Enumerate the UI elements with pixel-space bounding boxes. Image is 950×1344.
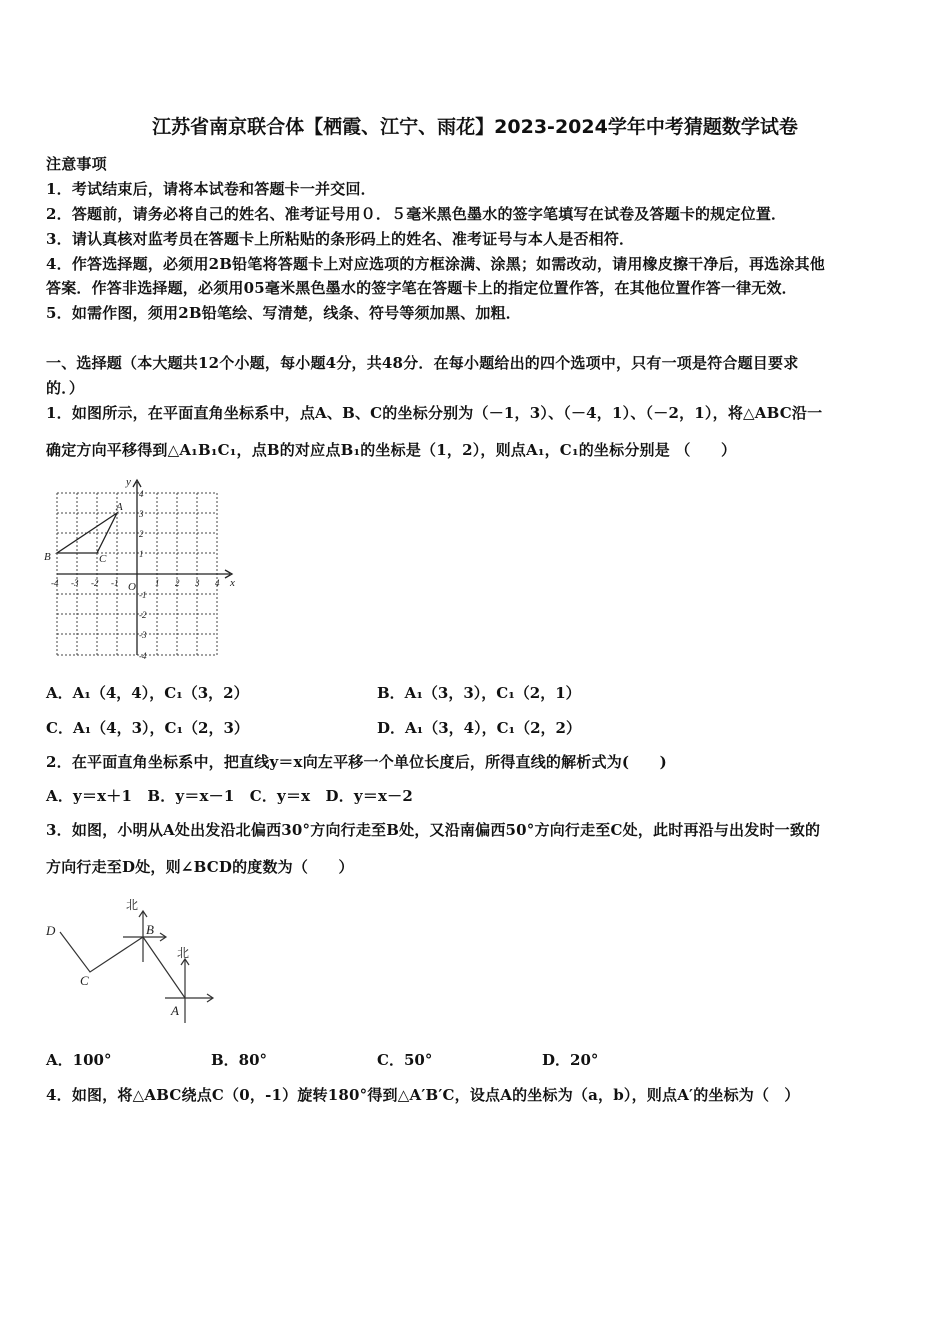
y-tick: 1 <box>139 549 144 559</box>
notice-item: 2．答题前，请务必将自己的姓名、准考证号用０．５毫米黑色墨水的签字笔填写在试卷及答题卡的规定位置． <box>46 205 787 223</box>
y-tick: 3 <box>139 509 144 519</box>
y-axis-label: y <box>126 476 131 488</box>
notice-item: 5．如需作图，须用2B铅笔绘、写清楚，线条、符号等须加黑、加粗． <box>46 304 521 322</box>
q3-text-cont: 方向行走至D处，则∠BCD的度数为（ ） <box>46 858 354 876</box>
y-tick: -1 <box>139 590 147 600</box>
x-tick: 2 <box>175 578 180 588</box>
point-a-label: A <box>171 1003 179 1018</box>
y-tick: -3 <box>139 630 147 640</box>
x-tick: -4 <box>51 578 59 588</box>
q2-text: 2．在平面直角坐标系中，把直线y＝x向左平移一个单位长度后，所得直线的解析式为( ) <box>46 753 667 771</box>
notice-heading: 注意事项 <box>46 155 107 173</box>
y-tick: 2 <box>139 529 144 539</box>
x-tick: 1 <box>155 578 160 588</box>
point-c-label: C <box>99 553 107 565</box>
point-c-label: C <box>80 973 89 988</box>
notice-item: 3．请认真核对监考员在答题卡上所粘贴的条形码上的姓名、准考证号与本人是否相符． <box>46 230 635 248</box>
q1-option-c[interactable]: C．A₁（4，3），C₁（2，3） <box>46 719 249 737</box>
q3-direction-figure <box>40 890 230 1030</box>
point-b-label: B <box>44 551 51 563</box>
x-tick: -2 <box>91 578 99 588</box>
x-tick: -1 <box>111 578 119 588</box>
y-tick: -4 <box>139 651 147 661</box>
q3-option-d[interactable]: D．20° <box>542 1051 599 1069</box>
q1-text-cont: 确定方向平移得到△A₁B₁C₁，点B的对应点B₁的坐标是（1，2），则点A₁，C₁的坐标分别是 （ ） <box>46 441 737 459</box>
y-tick: 4 <box>139 489 144 499</box>
x-tick: 3 <box>195 578 200 588</box>
section-heading-cont: 的．） <box>46 379 85 397</box>
q1-option-b[interactable]: B．A₁（3，3），C₁（2，1） <box>377 684 581 702</box>
q3-option-b[interactable]: B．80° <box>211 1051 268 1069</box>
notice-item: 4．作答选择题，必须用2B铅笔将答题卡上对应选项的方框涂满、涂黑；如需改动，请用橡皮擦干净后，再选涂其他 <box>46 255 825 273</box>
section-heading: 一、选择题（本大题共12个小题，每小题4分，共48分．在每小题给出的四个选项中，只有一项是符合题目要求 <box>46 354 799 372</box>
notice-item: 答案．作答非选择题，必须用05毫米黑色墨水的签字笔在答题卡上的指定位置作答，在其他位置作答一律无效． <box>46 279 797 297</box>
x-axis-label: x <box>230 577 235 589</box>
x-tick: 4 <box>215 578 220 588</box>
q2-options[interactable]: A．y＝x＋1 B．y＝x－1 C．y＝x D．y＝x－2 <box>46 787 414 805</box>
x-tick: -3 <box>71 578 79 588</box>
origin-label: O <box>128 581 136 593</box>
point-b-label: B <box>146 922 154 937</box>
north-label: 北 <box>126 898 139 912</box>
q1-option-d[interactable]: D．A₁（3，4），C₁（2，2） <box>377 719 581 737</box>
q3-text: 3．如图，小明从A处出发沿北偏西30°方向行走至B处，又沿南偏西50°方向行走至C处，此时再沿与出发时一致的 <box>46 821 821 839</box>
q1-coordinate-figure <box>40 470 240 670</box>
q1-option-a[interactable]: A．A₁（4，4），C₁（3，2） <box>46 684 249 702</box>
q3-option-a[interactable]: A．100° <box>46 1051 112 1069</box>
y-tick: -2 <box>139 610 147 620</box>
point-d-label: D <box>46 923 56 938</box>
page-title: 江苏省南京联合体【栖霞、江宁、雨花】2023-2024学年中考猜题数学试卷 <box>152 116 798 138</box>
north-label: 北 <box>177 946 190 960</box>
notice-item: 1．考试结束后，请将本试卷和答题卡一并交回． <box>46 180 376 198</box>
point-a-label: A <box>116 501 123 513</box>
q3-option-c[interactable]: C．50° <box>377 1051 433 1069</box>
q1-text: 1．如图所示，在平面直角坐标系中，点A、B、C的坐标分别为（－1，3）、（－4，1）、（－2，1），将△ABC沿一 <box>46 404 823 422</box>
q4-text: 4．如图，将△ABC绕点C（0，-1）旋转180°得到△A′B′C，设点A的坐标为（a，b），则点A′的坐标为（ ） <box>46 1086 800 1104</box>
